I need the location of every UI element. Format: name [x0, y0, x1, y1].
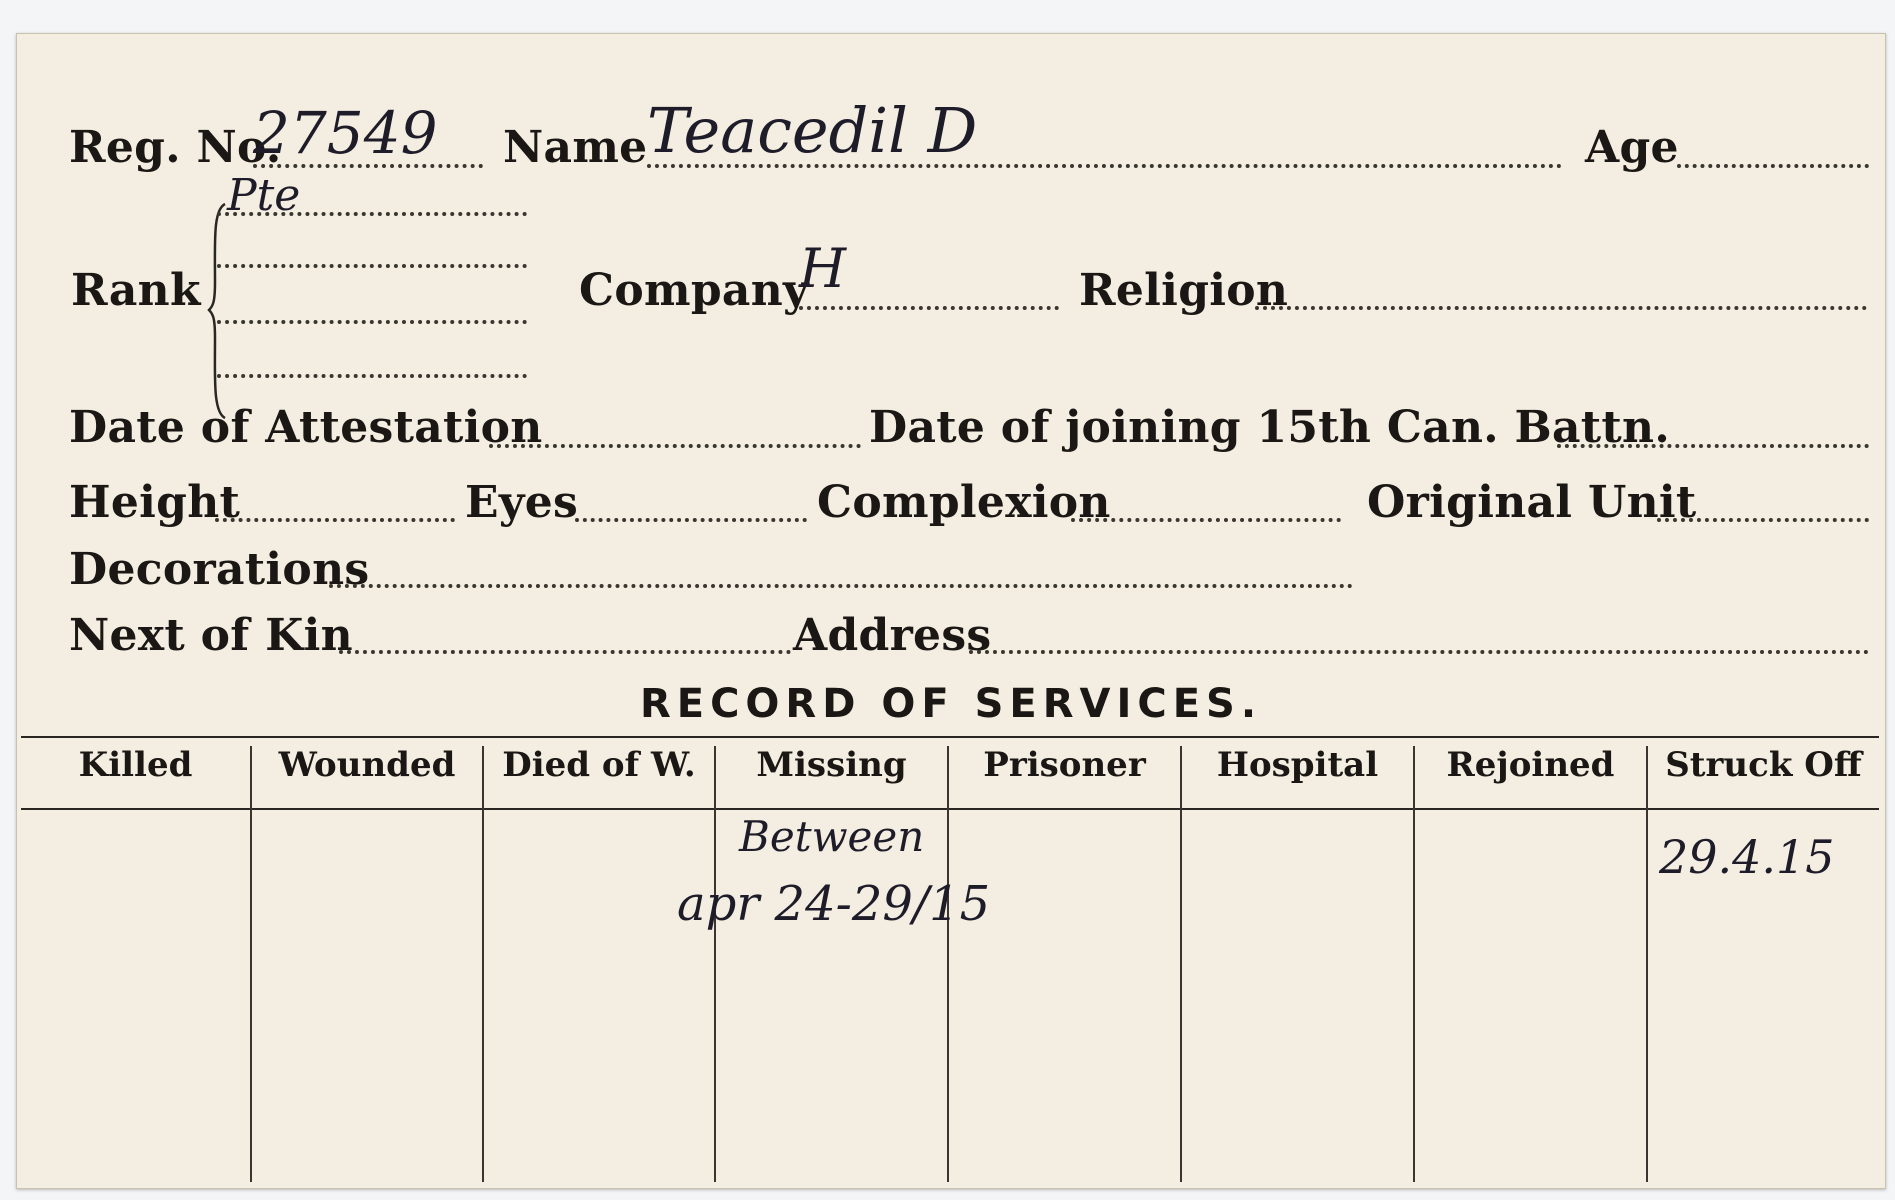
table-top-line	[21, 736, 1879, 738]
column-header-prisoner: Prisoner	[983, 745, 1146, 785]
date-joining-label: Date of joining 15th Can. Battn.	[869, 402, 1670, 453]
reg-no-dots	[253, 164, 483, 168]
next-of-kin-label: Next of Kin	[69, 610, 353, 661]
religion-dots	[1255, 306, 1867, 310]
age-dots	[1677, 164, 1869, 168]
complexion-label: Complexion	[817, 477, 1111, 528]
missing-entry-line2: apr 24-29/15	[677, 876, 991, 932]
column-header-killed: Killed	[78, 745, 193, 785]
column-divider	[947, 746, 949, 1182]
next-of-kin-dots	[339, 650, 791, 654]
reg-no-label: Reg. No.	[69, 122, 282, 173]
company-dots	[799, 306, 1059, 310]
rank-dots-4	[217, 374, 527, 378]
rank-dots-1	[217, 212, 527, 216]
name-value: Teacedil D	[647, 94, 978, 167]
missing-entry-line1: Between	[739, 812, 925, 861]
rank-dots-2	[217, 264, 527, 268]
original-unit-label: Original Unit	[1367, 477, 1697, 528]
column-header-hospital: Hospital	[1216, 745, 1379, 785]
rank-label: Rank	[71, 265, 201, 316]
column-header-struck-off: Struck Off	[1665, 745, 1862, 785]
column-header-missing: Missing	[756, 745, 907, 785]
record-heading: RECORD OF SERVICES.	[639, 681, 1263, 727]
address-dots	[969, 650, 1869, 654]
name-label: Name	[503, 122, 648, 173]
eyes-label: Eyes	[465, 477, 579, 528]
address-label: Address	[793, 610, 992, 661]
height-label: Height	[69, 477, 241, 528]
religion-label: Religion	[1079, 265, 1289, 316]
column-header-died-of-wounds: Died of W.	[502, 745, 696, 785]
date-attestation-label: Date of Attestation	[69, 402, 543, 453]
column-divider	[1413, 746, 1415, 1182]
column-header-wounded: Wounded	[278, 745, 456, 785]
column-divider	[1646, 746, 1648, 1182]
complexion-dots	[1071, 518, 1341, 522]
rank-brace	[207, 202, 229, 420]
age-label: Age	[1585, 122, 1679, 173]
rank-dots-3	[217, 320, 527, 324]
company-value: H	[799, 237, 847, 300]
column-divider	[1180, 746, 1182, 1182]
company-label: Company	[579, 265, 809, 316]
column-header-rejoined: Rejoined	[1446, 745, 1615, 785]
name-dots	[647, 164, 1562, 168]
original-unit-dots	[1657, 518, 1869, 522]
column-divider	[482, 746, 484, 1182]
date-joining-dots	[1557, 444, 1869, 448]
struck-off-entry: 29.4.15	[1659, 830, 1835, 884]
table-header-line	[21, 808, 1879, 810]
column-divider	[714, 746, 716, 1182]
reg-no-value: 27549	[253, 99, 438, 167]
decorations-dots	[329, 584, 1353, 588]
attestation-card	[16, 33, 1886, 1189]
eyes-dots	[575, 518, 807, 522]
date-attestation-dots	[489, 444, 861, 448]
height-dots	[215, 518, 455, 522]
decorations-label: Decorations	[69, 544, 370, 595]
rank-value: Pte	[227, 170, 301, 221]
column-divider	[250, 746, 252, 1182]
